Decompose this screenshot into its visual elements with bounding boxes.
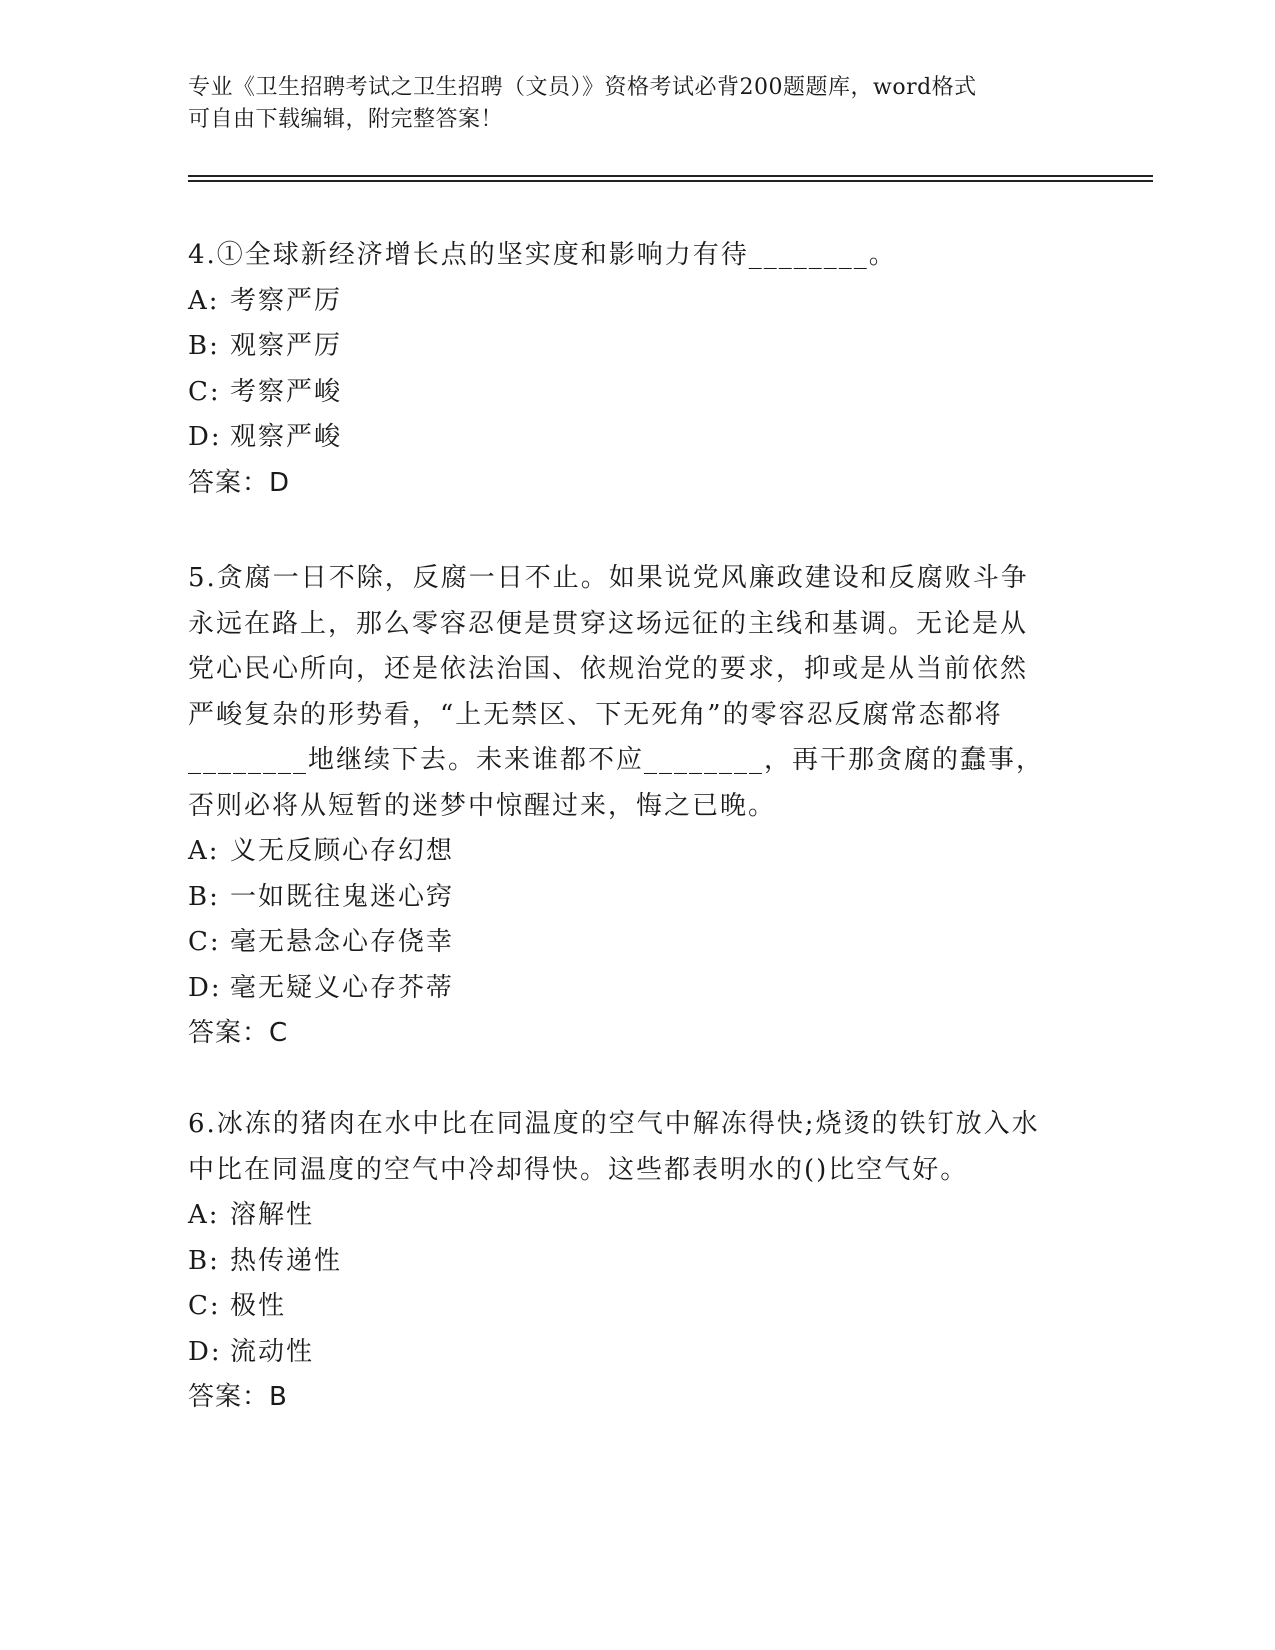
option-text: 义无反顾心存幻想 (230, 836, 455, 866)
option-text: 考察严峻 (230, 376, 343, 407)
option-key: A: (188, 285, 220, 316)
option-key: A: (188, 1200, 220, 1230)
answer-text: 答案：B (188, 1382, 288, 1412)
option-c (188, 370, 1088, 416)
document-header (188, 72, 1068, 136)
question-text-line: 4.①全球新经济增长点的坚实度和影响力有待________。 (188, 240, 897, 270)
option-text: 观察严峻 (230, 422, 343, 452)
option-a (188, 829, 1088, 875)
option-c (188, 1284, 1088, 1330)
question-text-line: 严峻复杂的形势看，“上无禁区、下无死角”的零容忍反腐常态都将 (188, 699, 1003, 730)
option-d (188, 415, 1088, 461)
option-key: D: (188, 1336, 222, 1367)
option-text: 一如既往鬼迷心窍 (230, 881, 455, 912)
option-d (188, 1330, 1088, 1376)
question-text-line: 6.冰冻的猪肉在水中比在同温度的空气中解冻得快;烧烫的铁钉放入水 (188, 1109, 1040, 1139)
option-text: 毫无疑义心存芥蒂 (230, 972, 455, 1003)
question-5 (188, 556, 1088, 1057)
answer-text: 答案：D (188, 467, 291, 498)
question-text-line: 党心民心所向，还是依法治国、依规治党的要求，抑或是从当前依然 (188, 654, 1029, 684)
header-line-1: 专业《卫生招聘考试之卫生招聘（文员）》资格考试必背200题题库，word格式 (188, 75, 977, 100)
option-text: 毫无悬念心存侥幸 (230, 927, 455, 957)
option-b (188, 875, 1088, 921)
option-d (188, 966, 1088, 1012)
option-b (188, 324, 1088, 370)
option-key: C: (188, 1291, 221, 1321)
header-divider-top (188, 175, 1153, 177)
option-text: 溶解性 (230, 1200, 315, 1230)
question-text-line: ________地继续下去。未来谁都不应________，再干那贪腐的蠢事， (188, 745, 1045, 775)
option-key: B: (188, 331, 220, 361)
option-text: 流动性 (230, 1336, 315, 1367)
option-b (188, 1239, 1088, 1285)
header-line-2: 可自由下载编辑，附完整答案！ (188, 107, 504, 132)
option-key: D: (188, 422, 222, 452)
question-text-line: 5.贪腐一日不除，反腐一日不止。如果说党风廉政建设和反腐败斗争 (188, 563, 1029, 593)
question-text-line: 中比在同温度的空气中冷却得快。这些都表明水的()比空气好。 (188, 1154, 969, 1185)
option-key: C: (188, 376, 221, 407)
option-key: D: (188, 972, 222, 1003)
option-key: A: (188, 836, 220, 866)
option-key: C: (188, 927, 221, 957)
option-key: B: (188, 881, 220, 912)
question-text-line: 永远在路上，那么零容忍便是贯穿这场远征的主线和基调。无论是从 (188, 608, 1029, 639)
option-a (188, 279, 1088, 325)
option-text: 热传递性 (230, 1245, 343, 1276)
option-text: 考察严厉 (230, 285, 343, 316)
option-text: 观察严厉 (230, 331, 343, 361)
answer-text: 答案：C (188, 1018, 289, 1048)
option-c (188, 920, 1088, 966)
question-text-line: 否则必将从短暂的迷梦中惊醒过来，悔之已晚。 (188, 790, 777, 821)
question-4 (188, 233, 1088, 506)
option-text: 极性 (230, 1291, 287, 1321)
header-divider-bottom (188, 180, 1153, 182)
option-a (188, 1193, 1088, 1239)
option-key: B: (188, 1245, 220, 1276)
question-6 (188, 1102, 1088, 1421)
